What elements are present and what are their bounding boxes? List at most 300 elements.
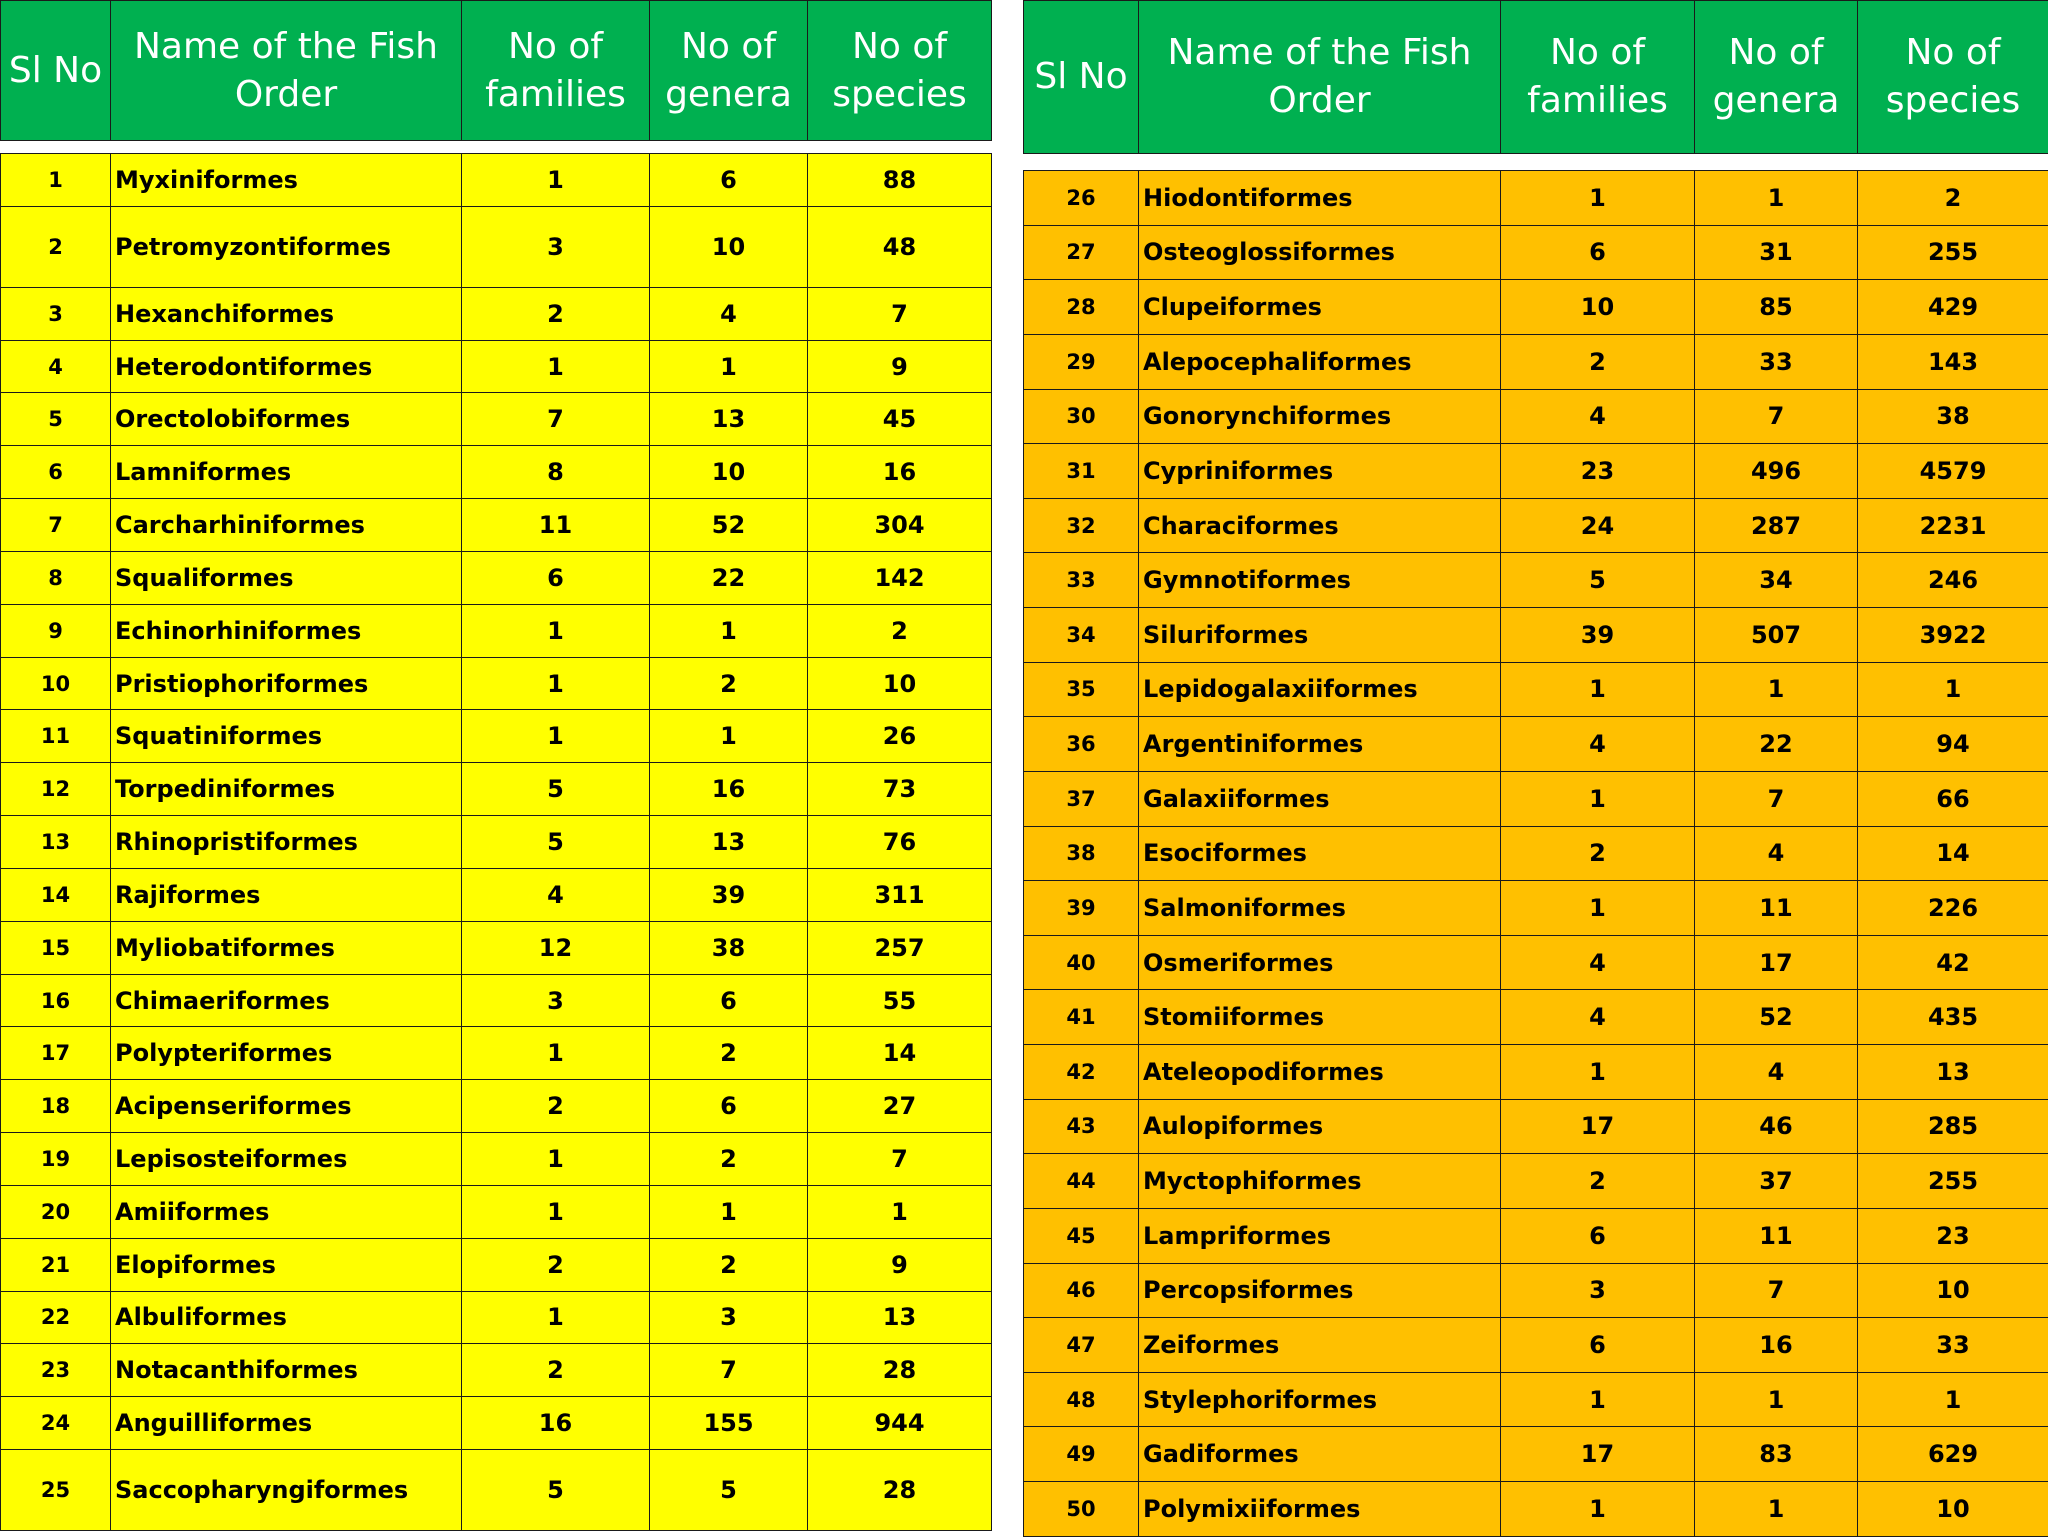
table-row: [1, 816, 992, 869]
sl-no-cell: 42: [1024, 1045, 1139, 1100]
species-count-cell: 2231: [1858, 498, 2048, 553]
species-count-cell: 55: [808, 974, 992, 1027]
genera-count-cell: 6: [650, 154, 808, 207]
genera-count-cell: 52: [650, 499, 808, 552]
left-table-body: [0, 153, 992, 1531]
genera-count-cell: 17: [1695, 935, 1858, 990]
genera-count-cell: 1: [1695, 171, 1858, 226]
species-count-cell: 304: [808, 499, 992, 552]
families-count-cell: 16: [462, 1397, 650, 1450]
sl-no-cell: 46: [1024, 1263, 1139, 1318]
sl-no-cell: 16: [1, 974, 111, 1027]
sl-no-cell: 34: [1024, 608, 1139, 663]
families-count-cell: 5: [462, 763, 650, 816]
fish-order-name-cell: Salmoniformes: [1139, 881, 1501, 936]
sl-no-cell: 32: [1024, 498, 1139, 553]
fish-order-name-cell: Zeiformes: [1139, 1318, 1501, 1373]
families-count-cell: 1: [462, 154, 650, 207]
header-no-of-species: No of species: [808, 1, 992, 141]
table-row: [1, 499, 992, 552]
sl-no-cell: 35: [1024, 662, 1139, 717]
families-count-cell: 1: [1501, 1045, 1695, 1100]
genera-count-cell: 496: [1695, 444, 1858, 499]
genera-count-cell: 22: [1695, 717, 1858, 772]
fish-order-name-cell: Stomiiformes: [1139, 990, 1501, 1045]
table-row: [1, 1397, 992, 1450]
sl-no-cell: 2: [1, 206, 111, 287]
sl-no-cell: 45: [1024, 1208, 1139, 1263]
sl-no-cell: 8: [1, 551, 111, 604]
species-count-cell: 3922: [1858, 608, 2048, 663]
fish-order-name-cell: Heterodontiformes: [111, 340, 462, 393]
genera-count-cell: 83: [1695, 1427, 1858, 1482]
species-count-cell: 73: [808, 763, 992, 816]
families-count-cell: 1: [462, 1291, 650, 1344]
families-count-cell: 11: [462, 499, 650, 552]
fish-order-name-cell: Galaxiiformes: [1139, 771, 1501, 826]
genera-count-cell: 5: [650, 1450, 808, 1531]
families-count-cell: 4: [1501, 389, 1695, 444]
species-count-cell: 429: [1858, 280, 2048, 335]
families-count-cell: 8: [462, 446, 650, 499]
families-count-cell: 2: [1501, 1154, 1695, 1209]
header-sl-no: Sl No: [1, 1, 111, 141]
families-count-cell: 2: [462, 1344, 650, 1397]
fish-order-name-cell: Lamniformes: [111, 446, 462, 499]
species-count-cell: 33: [1858, 1318, 2048, 1373]
families-count-cell: 6: [1501, 225, 1695, 280]
families-count-cell: 3: [462, 206, 650, 287]
genera-count-cell: 38: [650, 921, 808, 974]
sl-no-cell: 18: [1, 1080, 111, 1133]
families-count-cell: 10: [1501, 280, 1695, 335]
table-row: [1024, 608, 2048, 663]
sl-no-cell: 10: [1, 657, 111, 710]
sl-no-cell: 39: [1024, 881, 1139, 936]
families-count-cell: 4: [1501, 935, 1695, 990]
fish-order-name-cell: Lampriformes: [1139, 1208, 1501, 1263]
genera-count-cell: 1: [1695, 1372, 1858, 1427]
families-count-cell: 17: [1501, 1099, 1695, 1154]
genera-count-cell: 7: [1695, 771, 1858, 826]
genera-count-cell: 2: [650, 1133, 808, 1186]
table-row: [1024, 717, 2048, 772]
families-count-cell: 6: [462, 551, 650, 604]
table-row: [1, 921, 992, 974]
table-row: [1024, 389, 2048, 444]
species-count-cell: 66: [1858, 771, 2048, 826]
species-count-cell: 7: [808, 1133, 992, 1186]
genera-count-cell: 2: [650, 1238, 808, 1291]
families-count-cell: 4: [462, 868, 650, 921]
genera-count-cell: 7: [1695, 389, 1858, 444]
table-row: [1024, 826, 2048, 881]
fish-order-name-cell: Gadiformes: [1139, 1427, 1501, 1482]
header-no-of-genera: No of genera: [1695, 1, 1858, 154]
header-no-of-genera: No of genera: [650, 1, 808, 141]
fish-order-name-cell: Squatiniformes: [111, 710, 462, 763]
families-count-cell: 39: [1501, 608, 1695, 663]
species-count-cell: 7: [808, 287, 992, 340]
families-count-cell: 23: [1501, 444, 1695, 499]
table-row: [1, 604, 992, 657]
genera-count-cell: 4: [1695, 1045, 1858, 1100]
sl-no-cell: 29: [1024, 334, 1139, 389]
species-count-cell: 1: [1858, 662, 2048, 717]
table-row: [1, 868, 992, 921]
families-count-cell: 2: [462, 1238, 650, 1291]
table-row: [1, 1344, 992, 1397]
genera-count-cell: 33: [1695, 334, 1858, 389]
fish-order-name-cell: Polypteriformes: [111, 1027, 462, 1080]
species-count-cell: 311: [808, 868, 992, 921]
families-count-cell: 1: [462, 1185, 650, 1238]
table-row: [1024, 990, 2048, 1045]
species-count-cell: 4579: [1858, 444, 2048, 499]
sl-no-cell: 4: [1, 340, 111, 393]
sl-no-cell: 14: [1, 868, 111, 921]
sl-no-cell: 15: [1, 921, 111, 974]
sl-no-cell: 3: [1, 287, 111, 340]
table-row: [1, 1185, 992, 1238]
families-count-cell: 1: [1501, 881, 1695, 936]
fish-order-name-cell: Elopiformes: [111, 1238, 462, 1291]
sl-no-cell: 12: [1, 763, 111, 816]
genera-count-cell: 11: [1695, 881, 1858, 936]
right-table-header: [1023, 0, 2048, 154]
table-row: [1024, 1045, 2048, 1100]
species-count-cell: 14: [808, 1027, 992, 1080]
table-row: [1024, 1263, 2048, 1318]
fish-order-name-cell: Amiiformes: [111, 1185, 462, 1238]
species-count-cell: 10: [1858, 1263, 2048, 1318]
sl-no-cell: 36: [1024, 717, 1139, 772]
families-count-cell: 1: [462, 657, 650, 710]
table-row: [1, 710, 992, 763]
families-count-cell: 17: [1501, 1427, 1695, 1482]
genera-count-cell: 4: [650, 287, 808, 340]
sl-no-cell: 44: [1024, 1154, 1139, 1209]
families-count-cell: 1: [1501, 771, 1695, 826]
species-count-cell: 13: [808, 1291, 992, 1344]
fish-order-name-cell: Chimaeriformes: [111, 974, 462, 1027]
species-count-cell: 14: [1858, 826, 2048, 881]
table-row: [1, 393, 992, 446]
table-row: [1, 1080, 992, 1133]
table-row: [1024, 553, 2048, 608]
species-count-cell: 9: [808, 1238, 992, 1291]
table-row: [1, 154, 992, 207]
sl-no-cell: 40: [1024, 935, 1139, 990]
table-row: [1024, 1482, 2048, 1537]
table-row: [1, 1450, 992, 1531]
genera-count-cell: 287: [1695, 498, 1858, 553]
species-count-cell: 944: [808, 1397, 992, 1450]
genera-count-cell: 10: [650, 446, 808, 499]
fish-order-name-cell: Acipenseriformes: [111, 1080, 462, 1133]
genera-count-cell: 39: [650, 868, 808, 921]
fish-order-name-cell: Echinorhiniformes: [111, 604, 462, 657]
sl-no-cell: 17: [1, 1027, 111, 1080]
families-count-cell: 3: [1501, 1263, 1695, 1318]
sl-no-cell: 11: [1, 710, 111, 763]
sl-no-cell: 48: [1024, 1372, 1139, 1427]
table-row: [1024, 171, 2048, 226]
fish-order-name-cell: Lepisosteiformes: [111, 1133, 462, 1186]
species-count-cell: 285: [1858, 1099, 2048, 1154]
header-sl-no: Sl No: [1024, 1, 1139, 154]
sl-no-cell: 7: [1, 499, 111, 552]
fish-order-name-cell: Stylephoriformes: [1139, 1372, 1501, 1427]
families-count-cell: 5: [462, 1450, 650, 1531]
sl-no-cell: 49: [1024, 1427, 1139, 1482]
fish-order-name-cell: Percopsiformes: [1139, 1263, 1501, 1318]
sl-no-cell: 9: [1, 604, 111, 657]
fish-order-name-cell: Siluriformes: [1139, 608, 1501, 663]
fish-order-name-cell: Esociformes: [1139, 826, 1501, 881]
genera-count-cell: 1: [650, 604, 808, 657]
genera-count-cell: 1: [650, 710, 808, 763]
header-fish-order-name: Name of the Fish Order: [1139, 1, 1501, 154]
genera-count-cell: 3: [650, 1291, 808, 1344]
families-count-cell: 6: [1501, 1208, 1695, 1263]
families-count-cell: 2: [462, 287, 650, 340]
families-count-cell: 5: [1501, 553, 1695, 608]
families-count-cell: 1: [462, 1027, 650, 1080]
sl-no-cell: 33: [1024, 553, 1139, 608]
species-count-cell: 255: [1858, 225, 2048, 280]
table-row: [1024, 498, 2048, 553]
genera-count-cell: 155: [650, 1397, 808, 1450]
fish-order-name-cell: Osmeriformes: [1139, 935, 1501, 990]
table-row: [1, 551, 992, 604]
species-count-cell: 10: [808, 657, 992, 710]
sl-no-cell: 30: [1024, 389, 1139, 444]
sl-no-cell: 37: [1024, 771, 1139, 826]
table-row: [1024, 280, 2048, 335]
species-count-cell: 1: [808, 1185, 992, 1238]
genera-count-cell: 16: [650, 763, 808, 816]
fish-order-name-cell: Polymixiiformes: [1139, 1482, 1501, 1537]
fish-order-name-cell: Orectolobiformes: [111, 393, 462, 446]
sl-no-cell: 31: [1024, 444, 1139, 499]
families-count-cell: 6: [1501, 1318, 1695, 1373]
genera-count-cell: 13: [650, 816, 808, 869]
sl-no-cell: 50: [1024, 1482, 1139, 1537]
genera-count-cell: 1: [650, 340, 808, 393]
sl-no-cell: 22: [1, 1291, 111, 1344]
genera-count-cell: 6: [650, 974, 808, 1027]
species-count-cell: 13: [1858, 1045, 2048, 1100]
species-count-cell: 257: [808, 921, 992, 974]
genera-count-cell: 46: [1695, 1099, 1858, 1154]
header-no-of-species: No of species: [1858, 1, 2048, 154]
table-row: [1024, 771, 2048, 826]
genera-count-cell: 10: [650, 206, 808, 287]
sl-no-cell: 23: [1, 1344, 111, 1397]
table-row: [1, 1027, 992, 1080]
fish-order-name-cell: Argentiniformes: [1139, 717, 1501, 772]
species-count-cell: 142: [808, 551, 992, 604]
fish-order-name-cell: Gymnotiformes: [1139, 553, 1501, 608]
fish-order-name-cell: Myctophiformes: [1139, 1154, 1501, 1209]
genera-count-cell: 2: [650, 1027, 808, 1080]
fish-order-name-cell: Ateleopodiformes: [1139, 1045, 1501, 1100]
genera-count-cell: 16: [1695, 1318, 1858, 1373]
families-count-cell: 3: [462, 974, 650, 1027]
fish-order-name-cell: Saccopharyngiformes: [111, 1450, 462, 1531]
genera-count-cell: 507: [1695, 608, 1858, 663]
families-count-cell: 1: [1501, 1482, 1695, 1537]
table-row: [1, 446, 992, 499]
species-count-cell: 255: [1858, 1154, 2048, 1209]
species-count-cell: 27: [808, 1080, 992, 1133]
families-count-cell: 2: [1501, 826, 1695, 881]
fish-order-name-cell: Cypriniformes: [1139, 444, 1501, 499]
header-fish-order-name: Name of the Fish Order: [111, 1, 462, 141]
families-count-cell: 2: [1501, 334, 1695, 389]
table-row: [1024, 1372, 2048, 1427]
table-row: [1024, 225, 2048, 280]
fish-order-name-cell: Myliobatiformes: [111, 921, 462, 974]
sl-no-cell: 13: [1, 816, 111, 869]
genera-count-cell: 6: [650, 1080, 808, 1133]
fish-order-name-cell: Lepidogalaxiiformes: [1139, 662, 1501, 717]
families-count-cell: 1: [1501, 1372, 1695, 1427]
species-count-cell: 88: [808, 154, 992, 207]
genera-count-cell: 4: [1695, 826, 1858, 881]
genera-count-cell: 2: [650, 657, 808, 710]
families-count-cell: 1: [1501, 662, 1695, 717]
species-count-cell: 246: [1858, 553, 2048, 608]
sl-no-cell: 28: [1024, 280, 1139, 335]
species-count-cell: 48: [808, 206, 992, 287]
fish-order-name-cell: Hexanchiformes: [111, 287, 462, 340]
fish-order-name-cell: Squaliformes: [111, 551, 462, 604]
fish-order-name-cell: Clupeiformes: [1139, 280, 1501, 335]
families-count-cell: 24: [1501, 498, 1695, 553]
fish-order-name-cell: Pristiophoriformes: [111, 657, 462, 710]
fish-order-name-cell: Albuliformes: [111, 1291, 462, 1344]
table-row: [1, 1238, 992, 1291]
species-count-cell: 45: [808, 393, 992, 446]
sl-no-cell: 5: [1, 393, 111, 446]
fish-order-name-cell: Alepocephaliformes: [1139, 334, 1501, 389]
table-row: [1024, 334, 2048, 389]
families-count-cell: 4: [1501, 990, 1695, 1045]
sl-no-cell: 25: [1, 1450, 111, 1531]
fish-order-name-cell: Notacanthiformes: [111, 1344, 462, 1397]
families-count-cell: 1: [462, 340, 650, 393]
species-count-cell: 435: [1858, 990, 2048, 1045]
left-table-header: [0, 0, 992, 141]
table-row: [1, 1133, 992, 1186]
table-row: [1024, 444, 2048, 499]
families-count-cell: 4: [1501, 717, 1695, 772]
species-count-cell: 629: [1858, 1427, 2048, 1482]
families-count-cell: 1: [462, 1133, 650, 1186]
sl-no-cell: 41: [1024, 990, 1139, 1045]
fish-order-name-cell: Anguilliformes: [111, 1397, 462, 1450]
species-count-cell: 9: [808, 340, 992, 393]
species-count-cell: 226: [1858, 881, 2048, 936]
genera-count-cell: 1: [650, 1185, 808, 1238]
species-count-cell: 10: [1858, 1482, 2048, 1537]
fish-order-name-cell: Carcharhiniformes: [111, 499, 462, 552]
genera-count-cell: 7: [650, 1344, 808, 1397]
table-row: [1024, 1099, 2048, 1154]
sl-no-cell: 43: [1024, 1099, 1139, 1154]
table-row: [1, 206, 992, 287]
genera-count-cell: 7: [1695, 1263, 1858, 1318]
sl-no-cell: 21: [1, 1238, 111, 1291]
sl-no-cell: 1: [1, 154, 111, 207]
table-row: [1024, 1208, 2048, 1263]
sl-no-cell: 6: [1, 446, 111, 499]
genera-count-cell: 85: [1695, 280, 1858, 335]
table-row: [1, 763, 992, 816]
fish-order-name-cell: Osteoglossiformes: [1139, 225, 1501, 280]
species-count-cell: 76: [808, 816, 992, 869]
species-count-cell: 16: [808, 446, 992, 499]
genera-count-cell: 1: [1695, 1482, 1858, 1537]
fish-order-name-cell: Rajiformes: [111, 868, 462, 921]
fish-order-name-cell: Characiformes: [1139, 498, 1501, 553]
families-count-cell: 1: [1501, 171, 1695, 226]
species-count-cell: 28: [808, 1344, 992, 1397]
genera-count-cell: 34: [1695, 553, 1858, 608]
header-no-of-families: No of families: [1501, 1, 1695, 154]
table-row: [1, 1291, 992, 1344]
species-count-cell: 23: [1858, 1208, 2048, 1263]
families-count-cell: 1: [462, 710, 650, 763]
sl-no-cell: 20: [1, 1185, 111, 1238]
table-row: [1, 287, 992, 340]
families-count-cell: 1: [462, 604, 650, 657]
sl-no-cell: 19: [1, 1133, 111, 1186]
fish-order-name-cell: Rhinopristiformes: [111, 816, 462, 869]
sl-no-cell: 47: [1024, 1318, 1139, 1373]
genera-count-cell: 31: [1695, 225, 1858, 280]
sl-no-cell: 26: [1024, 171, 1139, 226]
sl-no-cell: 24: [1, 1397, 111, 1450]
fish-order-name-cell: Myxiniformes: [111, 154, 462, 207]
genera-count-cell: 1: [1695, 662, 1858, 717]
species-count-cell: 28: [808, 1450, 992, 1531]
species-count-cell: 94: [1858, 717, 2048, 772]
table-row: [1, 974, 992, 1027]
header-no-of-families: No of families: [462, 1, 650, 141]
species-count-cell: 2: [1858, 171, 2048, 226]
genera-count-cell: 13: [650, 393, 808, 446]
table-row: [1024, 1154, 2048, 1209]
genera-count-cell: 52: [1695, 990, 1858, 1045]
species-count-cell: 26: [808, 710, 992, 763]
species-count-cell: 2: [808, 604, 992, 657]
fish-order-name-cell: Torpediniformes: [111, 763, 462, 816]
families-count-cell: 2: [462, 1080, 650, 1133]
table-row: [1024, 1318, 2048, 1373]
families-count-cell: 12: [462, 921, 650, 974]
table-row: [1, 657, 992, 710]
species-count-cell: 38: [1858, 389, 2048, 444]
families-count-cell: 7: [462, 393, 650, 446]
table-row: [1024, 1427, 2048, 1482]
table-row: [1024, 662, 2048, 717]
sl-no-cell: 27: [1024, 225, 1139, 280]
sl-no-cell: 38: [1024, 826, 1139, 881]
fish-order-name-cell: Aulopiformes: [1139, 1099, 1501, 1154]
